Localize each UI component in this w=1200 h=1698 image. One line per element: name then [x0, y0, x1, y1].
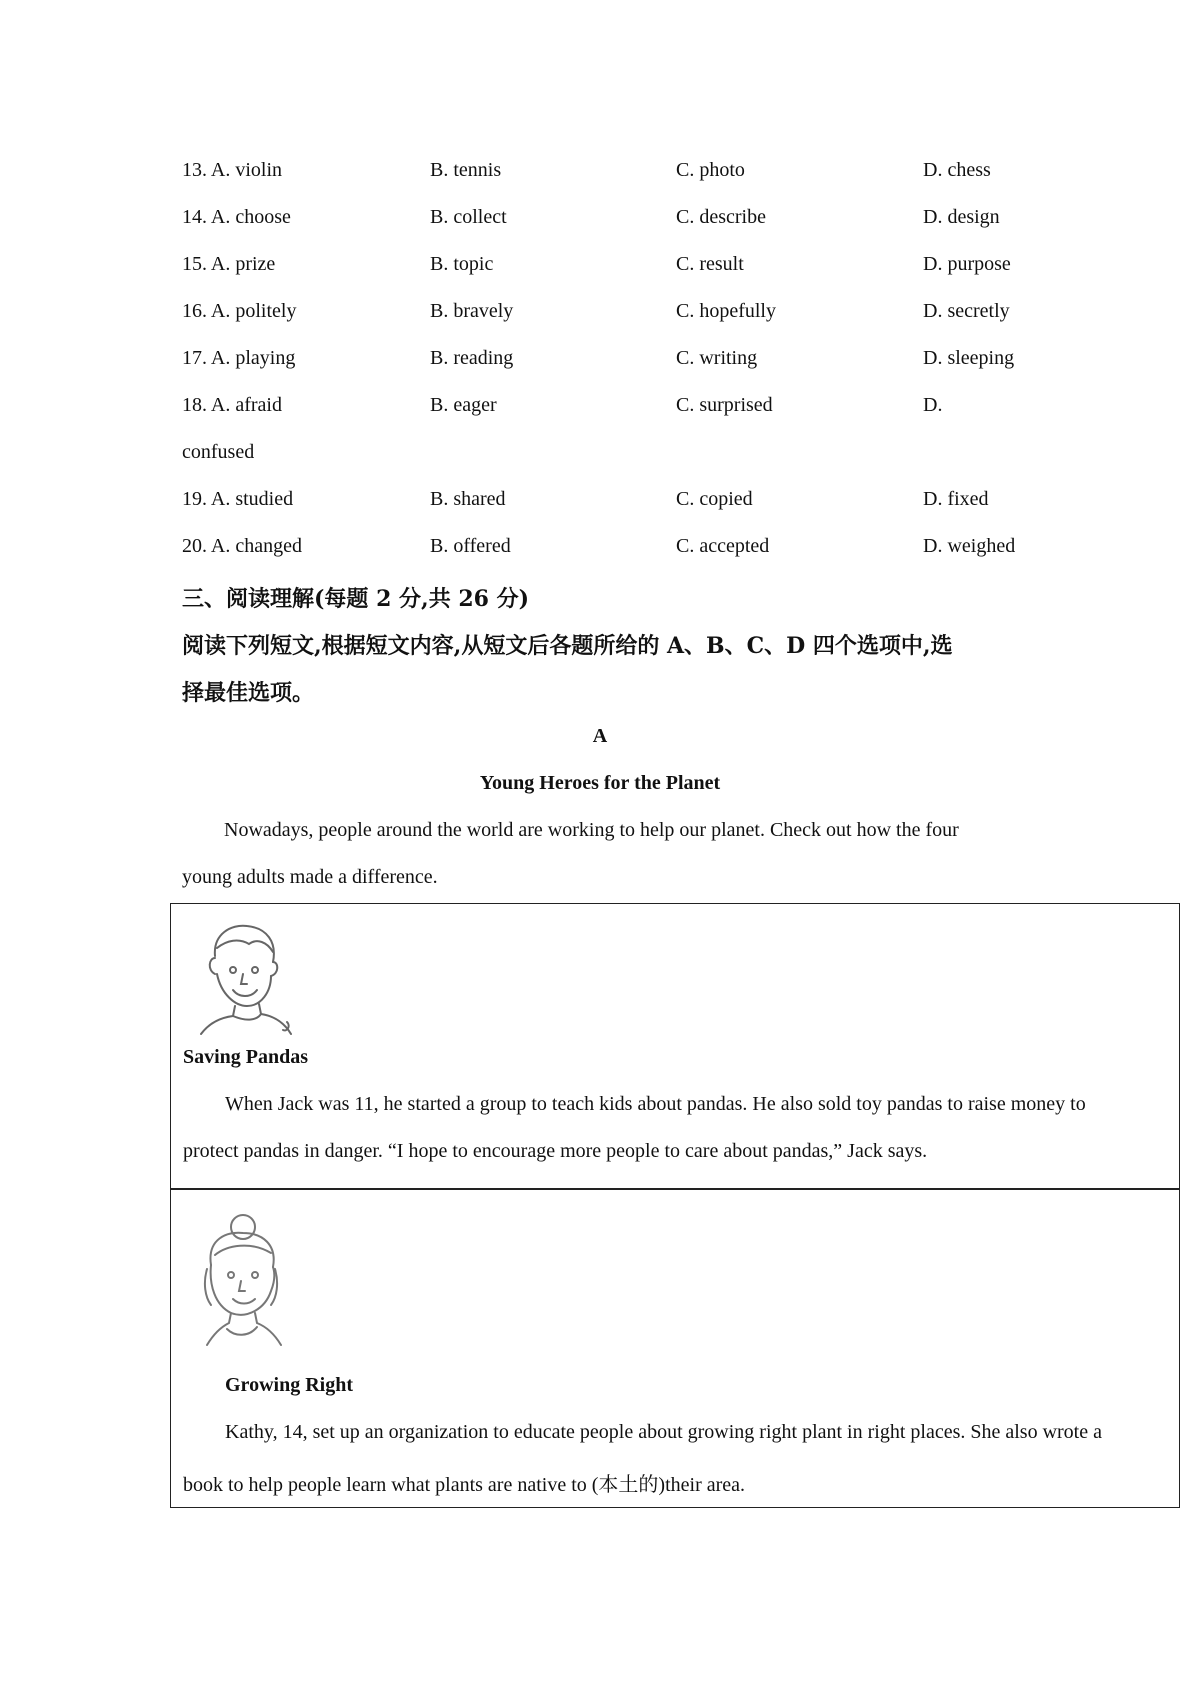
card-heading: Growing Right [225, 1374, 353, 1396]
option-a: 18. A. afraid [182, 394, 282, 416]
option-d: D. weighed [923, 535, 1016, 557]
section-title: 三、阅读理解(每题 2 分,共 26 分) [182, 586, 530, 612]
option-b: B. bravely [430, 300, 514, 322]
option-d: D. chess [923, 159, 991, 181]
option-b: B. collect [430, 206, 507, 228]
option-b: B. reading [430, 347, 514, 369]
option-c: C. describe [676, 206, 766, 228]
card-heading: Saving Pandas [183, 1046, 309, 1068]
option-a: 19. A. studied [182, 488, 294, 510]
hero-card-saving-pandas [170, 903, 1180, 1190]
option-b: B. topic [430, 253, 494, 275]
hero-card-growing-right [170, 1188, 1180, 1508]
section-instruction-line1: 阅读下列短文,根据短文内容,从短文后各题所给的 A、B、C、D 四个选项中,选 [182, 633, 953, 659]
passage-title: Young Heroes for the Planet [479, 772, 721, 794]
passage-intro-line1: Nowadays, people around the world are working to help our planet. Check out how the four [224, 819, 959, 841]
option-a: 14. A. choose [182, 206, 291, 228]
option-a: 13. A. violin [182, 159, 283, 181]
option-c: C. photo [676, 159, 745, 181]
option-d: D. purpose [923, 253, 1011, 275]
passage-intro-line2: young adults made a difference. [182, 866, 438, 888]
card-text-line1: Kathy, 14, set up an organization to educate people about growing right plant in right places. She also wrote a [225, 1421, 1102, 1443]
option-c: C. surprised [676, 394, 773, 416]
option-d-wrapped-text: confused [182, 441, 255, 463]
option-b: B. eager [430, 394, 497, 416]
option-d: D. sleeping [923, 347, 1015, 369]
option-c: C. accepted [676, 535, 770, 557]
option-d: D. secretly [923, 300, 1010, 322]
passage-label: A [592, 725, 608, 747]
option-b: B. shared [430, 488, 506, 510]
boy-portrait-icon [187, 918, 297, 1036]
option-b: B. tennis [430, 159, 502, 181]
option-d: D. fixed [923, 488, 989, 510]
option-a: 15. A. prize [182, 253, 276, 275]
option-c: C. writing [676, 347, 758, 369]
option-a: 17. A. playing [182, 347, 296, 369]
card-text-line2: protect pandas in danger. “I hope to encourage more people to care about pandas,” Jack says. [183, 1140, 928, 1162]
option-a: 20. A. changed [182, 535, 302, 557]
girl-portrait-icon [191, 1209, 291, 1349]
option-c: C. hopefully [676, 300, 776, 322]
option-b: B. offered [430, 535, 511, 557]
option-d: D. design [923, 206, 1000, 228]
option-c: C. copied [676, 488, 753, 510]
card-text-line2: book to help people learn what plants are native to (本土的)their area. [183, 1474, 746, 1496]
card-text-line1: When Jack was 11, he started a group to teach kids about pandas. He also sold toy pandas to raise money to [225, 1093, 1086, 1115]
option-d: D. [923, 394, 943, 416]
section-instruction-line2: 择最佳选项。 [182, 680, 315, 706]
option-a: 16. A. politely [182, 300, 297, 322]
option-c: C. result [676, 253, 744, 275]
